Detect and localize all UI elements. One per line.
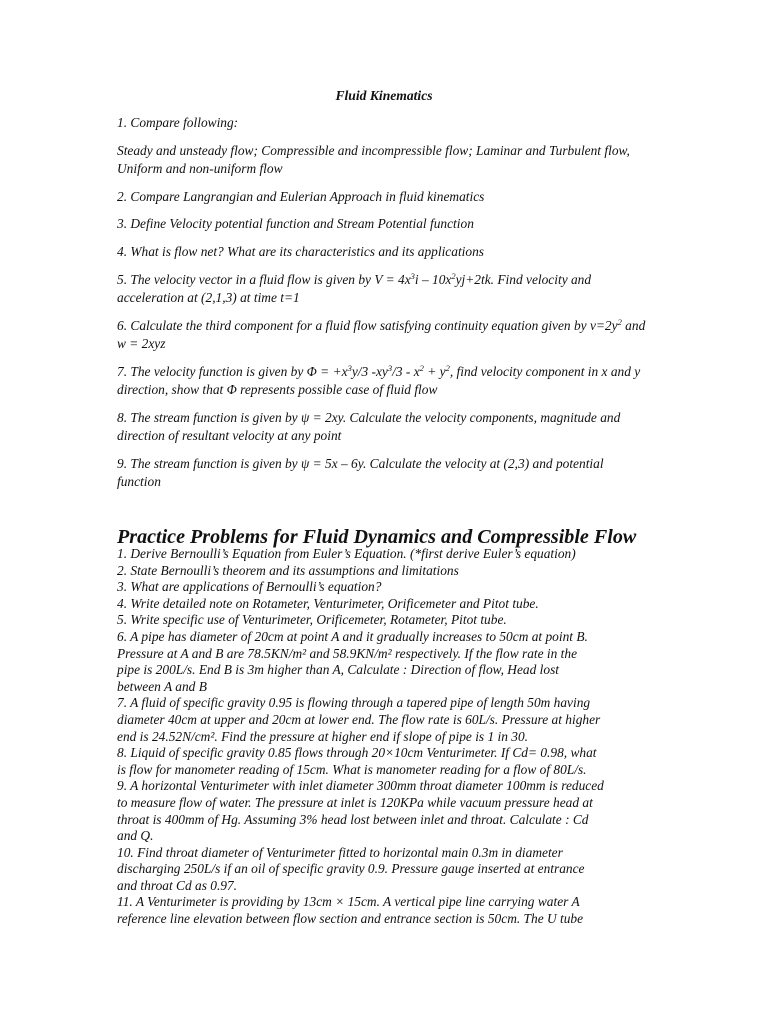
- question-4: 4. What is flow net? What are its characteristics and its applications: [117, 244, 484, 259]
- practice-list: [117, 546, 637, 928]
- question-9: 9. The stream function is given by ψ = 5x – 6y. Calculate the velocity at (2,3) and potential function: [117, 456, 604, 489]
- question-7: 7. The velocity function is given by $\Phi = +x^3y/3$ $-xy^3/3 - x^2 + y^2$, find velocity component in x and y direction, show that Φ represents possible case of fluid flow: [117, 363, 641, 397]
- practice-line: 7. A fluid of specific gravity 0.95 is flowing through a tapered pipe of length 50m having: [117, 695, 591, 711]
- question-3: 3. Define Velocity potential function and Stream Potential function: [117, 216, 474, 231]
- question-2: 2. Compare Langrangian and Eulerian Approach in fluid kinematics: [117, 189, 485, 204]
- practice-line: 11. A Venturimeter is providing by 13cm × 15cm. A vertical pipe line carrying water A: [117, 894, 580, 910]
- practice-line: 4. Write detailed note on Rotameter, Venturimeter, Orificemeter and Pitot tube.: [117, 595, 539, 611]
- practice-line: 3. What are applications of Bernoulli’s equation?: [117, 579, 382, 595]
- practice-line: 10. Find throat diameter of Venturimeter fitted to horizontal main 0.3m in diameter: [117, 844, 563, 860]
- practice-line: throat is 400mm of Hg. Assuming 3% head lost between inlet and throat. Calculate : Cd: [117, 811, 589, 827]
- practice-line: discharging 250L/s if an oil of specific gravity 0.9. Pressure gauge inserted at entrance: [117, 861, 585, 877]
- question-1-heading: 1. Compare following:: [117, 115, 239, 130]
- practice-line: 2. State Bernoulli’s theorem and its assumptions and limitations: [117, 562, 459, 578]
- practice-line: reference line elevation between flow section and entrance section is 50cm. The U tube: [117, 911, 584, 927]
- practice-line: between A and B: [117, 678, 207, 694]
- practice-line: is flow for manometer reading of 15cm. What is manometer reading for a flow of 80L/s.: [117, 761, 587, 777]
- practice-line: 9. A horizontal Venturimeter with inlet diameter 300mm throat diameter 100mm is reduced: [117, 778, 604, 794]
- practice-line: Pressure at A and B are 78.5KN/m² and 58.9KN/m² respectively. If the flow rate in the: [117, 645, 578, 661]
- question-8: 8. The stream function is given by ψ = 2xy. Calculate the velocity components, magnitude and direction of resultant velocity at any point: [117, 410, 621, 443]
- practice-line: end is 24.52N/cm². Find the pressure at higher end if slope of pipe is 1 in 30.: [117, 728, 529, 744]
- practice-line: 8. Liquid of specific gravity 0.85 flows through 20×10cm Venturimeter. If Cd= 0.98, what: [117, 745, 597, 761]
- practice-line: 5. Write specific use of Venturimeter, Orificemeter, Rotameter, Pitot tube.: [117, 612, 507, 628]
- practice-line: pipe is 200L/s. End B is 3m higher than A, Calculate : Direction of flow, Head lost: [117, 662, 559, 678]
- practice-line: diameter 40cm at upper and 20cm at lower end. The flow rate is 60L/s. Pressure at higher: [117, 711, 601, 727]
- question-6: 6. Calculate the third component for a fluid flow satisfying continuity equation given by $v=2y^2$ and w = 2xyz: [117, 317, 646, 351]
- practice-line: 1. Derive Bernoulli’s Equation from Euler’s Equation. (*first derive Euler’s equation): [117, 546, 576, 561]
- practice-line: to measure flow of water. The pressure at inlet is 120KPa while vacuum pressure head at: [117, 794, 593, 810]
- practice-line: and Q.: [117, 828, 154, 844]
- practice-line: and throat Cd as 0.97.: [117, 877, 238, 893]
- practice-heading: Practice Problems for Fluid Dynamics and Compressible Flow: [117, 526, 637, 548]
- page-title: Fluid Kinematics: [335, 88, 433, 103]
- question-5: 5. The velocity vector in a fluid flow is given by $V = 4x^3i - 10x^2yj+2tk$. Find velocity and acceleration at (2,1,3) at time t=1: [117, 271, 592, 305]
- practice-line: 6. A pipe has diameter of 20cm at point A and it gradually increases to 50cm at point B.: [117, 628, 588, 644]
- question-1-body: Steady and unsteady flow; Compressible and incompressible flow; Laminar and Turbulent flow, Uniform and non-uniform flow: [117, 143, 630, 176]
